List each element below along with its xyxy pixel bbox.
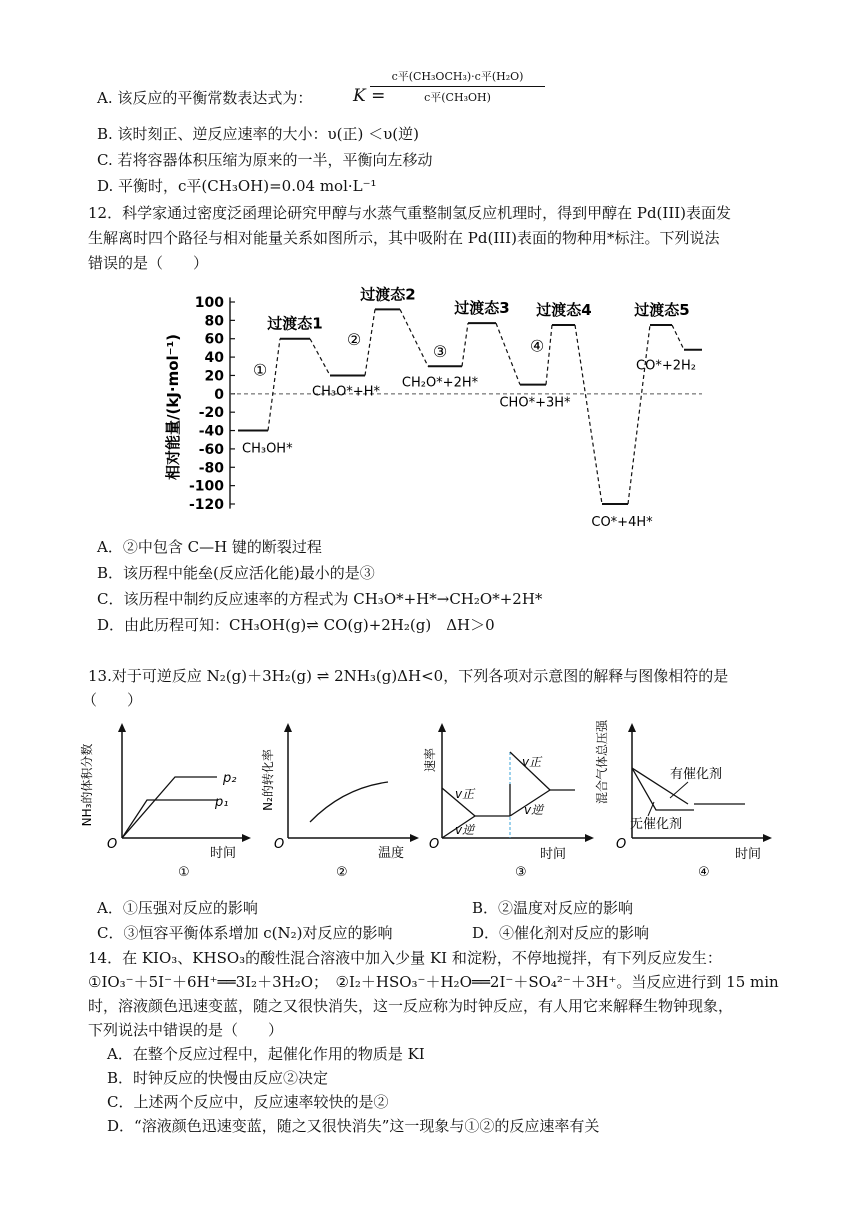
equilibrium-constant-fraction — [370, 68, 545, 105]
graph-4-ylabel: 混合气体总压强 — [595, 720, 609, 805]
graph-1-ylabel: NH₃的体积分数 — [80, 743, 94, 827]
y-tick-label: 100 — [194, 295, 224, 311]
graph-1-xlabel: 时间 — [210, 846, 237, 861]
energy-level-label: CO*+2H₂ — [636, 358, 696, 374]
q14-stem-line1: 14．在 KIO₃、KHSO₃的酸性混合溶液中加入少量 KI 和淀粉，不停地搅拌，有下列反应发生： — [88, 949, 722, 967]
energy-connector — [365, 309, 375, 375]
q12-stem-line3: 错误的是（ ） — [88, 254, 209, 272]
y-tick-label: -60 — [198, 441, 224, 458]
step-label: ② — [346, 330, 362, 350]
p1-label: p₁ — [215, 795, 229, 810]
y-axis-label: 相对能量/(kJ·mol⁻¹) — [164, 333, 182, 481]
energy-level-label: CO*+4H* — [591, 515, 653, 527]
q11-option-b: B. 该时刻正、逆反应速率的大小：υ(正) ＜υ(逆) — [97, 125, 419, 143]
p2-label: p₂ — [223, 771, 237, 786]
energy-connector — [496, 323, 520, 385]
graph-2-xlabel: 温度 — [378, 846, 405, 861]
graph-4-origin: O — [616, 837, 627, 852]
energy-connector — [462, 323, 468, 366]
q14-stem-line3: 时，溶液颜色迅速变蓝，随之又很快消失，这一反应称为时钟反应，有人用它来解释生物钟现象， — [88, 997, 734, 1015]
graph-3-rate — [420, 720, 600, 880]
without-catalyst-label: 无催化剂 — [630, 817, 683, 832]
q13-option-a: A．①压强对反应的影响 — [97, 899, 258, 917]
q13-option-c: C．③恒容平衡体系增加 c(N₂)对反应的影响 — [97, 924, 393, 942]
k-symbol: K = — [353, 86, 386, 106]
y-tick-label: -80 — [198, 460, 224, 477]
q14-option-b: B．时钟反应的快慢由反应②决定 — [107, 1069, 329, 1087]
y-tick-label: -120 — [188, 497, 224, 513]
energy-level-label: CHO*+3H* — [499, 395, 571, 411]
energy-connector — [546, 325, 552, 385]
step-label: ① — [252, 360, 268, 380]
energy-level-label: 过渡态2 — [360, 285, 416, 304]
q12-stem-line2: 生解离时四个路径与相对能量关系如图所示，其中吸附在 Pd(III)表面的物种用*标注。下列说法 — [88, 229, 720, 247]
y-tick-label: -40 — [198, 423, 224, 440]
q12-option-a: A．②中包含 C—H 键的断裂过程 — [97, 538, 322, 556]
energy-connector — [310, 339, 330, 376]
q11-option-a: A. 该反应的平衡常数表达式为： — [97, 89, 313, 107]
y-tick-label: 0 — [214, 386, 224, 403]
q13-option-b: B．②温度对反应的影响 — [472, 899, 634, 917]
q14-option-d: D．“溶液颜色迅速变蓝，随之又很快消失”这一现象与①②的反应速率有关 — [107, 1117, 600, 1135]
graph-3-number: ③ — [515, 865, 527, 880]
energy-connector — [575, 325, 602, 504]
energy-connector — [268, 339, 280, 431]
step-label: ③ — [432, 342, 448, 362]
y-tick-label: 60 — [204, 331, 224, 348]
q13-stem-line2: （ ） — [82, 691, 143, 709]
energy-profile-chart — [150, 282, 720, 527]
graph-1-number: ① — [178, 865, 190, 880]
q14-stem-line2: ①IO₃⁻＋5I⁻＋6H⁺══3I₂＋3H₂O； ②I₂＋HSO₃⁻＋H₂O══2I⁻＋SO₄²⁻＋3H⁺。当反应进行到 15 min — [88, 973, 779, 991]
energy-level-label: CH₃O*+H* — [312, 384, 380, 400]
graph-3-v-forward-2: v正 — [522, 755, 542, 769]
energy-connector — [400, 309, 428, 366]
q14-option-c: C．上述两个反应中，反应速率较快的是② — [107, 1093, 389, 1111]
graph-1-pressure — [75, 720, 255, 880]
energy-level-label: 过渡态5 — [634, 300, 690, 319]
y-tick-label: -20 — [198, 405, 224, 422]
graph-4-catalyst — [590, 720, 780, 880]
y-tick-label: 80 — [204, 313, 224, 330]
graph-4-number: ④ — [698, 865, 710, 880]
k-denominator: c平(CH₃OH) — [424, 91, 491, 104]
y-tick-label: -100 — [188, 478, 224, 495]
graph-3-origin: O — [429, 837, 440, 852]
q12-stem-line1: 12．科学家通过密度泛函理论研究甲醇与水蒸气重整制氢反应机理时，得到甲醇在 Pd(III)表面发 — [88, 204, 732, 222]
q13-option-d: D．④催化剂对反应的影响 — [472, 924, 650, 942]
q11-option-c: C. 若将容器体积压缩为原来的一半，平衡向左移动 — [97, 151, 433, 169]
k-numerator: c平(CH₃OCH₃)·c平(H₂O) — [370, 68, 545, 87]
graph-4-xlabel: 时间 — [735, 847, 762, 862]
q11-option-d: D. 平衡时，c平(CH₃OH)=0.04 mol·L⁻¹ — [97, 177, 377, 195]
graph-2-number: ② — [336, 865, 348, 880]
energy-level-label: 过渡态3 — [454, 299, 510, 318]
energy-connector — [628, 325, 650, 504]
energy-connector — [672, 325, 684, 350]
graph-3-xlabel: 时间 — [540, 847, 567, 862]
q14-option-a: A．在整个反应过程中，起催化作用的物质是 KI — [107, 1045, 425, 1063]
q14-stem-line4: 下列说法中错误的是（ ） — [88, 1021, 284, 1039]
energy-level-label: CH₂O*+2H* — [401, 375, 479, 391]
q13-stem-line1: 13.对于可逆反应 N₂(g)＋3H₂(g) ⇌ 2NH₃(g)ΔH<0，下列各项对示意图的解释与图像相符的是 — [88, 667, 729, 685]
with-catalyst-label: 有催化剂 — [670, 767, 723, 782]
step-label: ④ — [529, 336, 545, 356]
q12-option-b: B．该历程中能垒(反应活化能)最小的是③ — [97, 564, 375, 582]
energy-level-label: 过渡态4 — [536, 300, 592, 319]
energy-level-label: 过渡态1 — [267, 314, 323, 333]
graph-3-v-forward-1: v正 — [455, 787, 475, 801]
y-tick-label: 20 — [204, 368, 224, 385]
graph-3-v-reverse-1: v逆 — [455, 823, 475, 837]
graph-3-ylabel: 速率 — [423, 747, 437, 773]
graph-2-ylabel: N₂的转化率 — [261, 749, 275, 811]
q12-option-d: D．由此历程可知：CH₃OH(g)⇌ CO(g)+2H₂(g) ΔH＞0 — [97, 616, 495, 634]
y-tick-label: 40 — [204, 350, 224, 367]
graph-3-v-reverse-2: v逆 — [524, 803, 544, 817]
graph-2-origin: O — [274, 837, 285, 852]
graph-2-temperature — [248, 720, 428, 880]
q12-option-c: C．该历程中制约反应速率的方程式为 CH₃O*+H*→CH₂O*+2H* — [97, 590, 543, 608]
energy-level-label: CH₃OH* — [242, 441, 293, 457]
graph-1-origin: O — [107, 837, 118, 852]
